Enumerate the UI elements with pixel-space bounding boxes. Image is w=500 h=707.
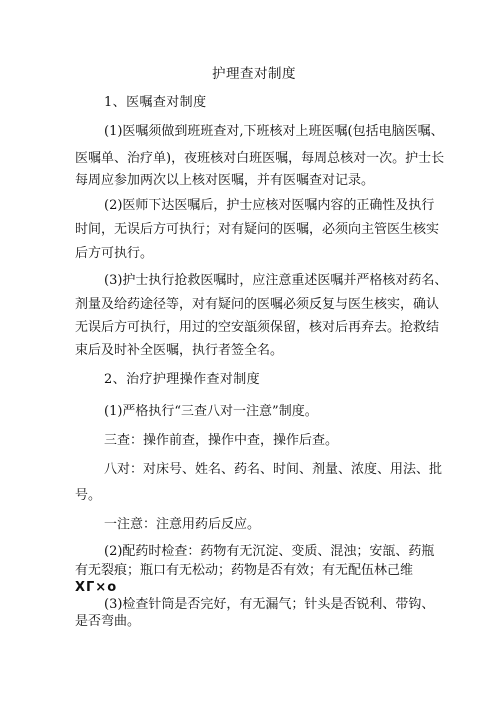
section-1-paragraph-2-line-1: (2)医师下达医嘱后，护士应核对医嘱内容的正确性及执行: [104, 198, 435, 213]
section-2-paragraph-3-line-2: 是否弯曲。: [75, 614, 141, 629]
section-1-paragraph-3-line-4: 束后及时补全医嘱，执行者签全名。: [75, 343, 284, 358]
eight-verifications-line-2: 号。: [75, 488, 102, 503]
section-1-paragraph-1-line-3: 每周应参加两次以上核对医嘱，并有医嘱查对记录。: [75, 173, 375, 188]
section-1-paragraph-2-line-2: 时间，无误后方可执行；对有疑问的医嘱，必须向主管医生核实: [75, 222, 440, 237]
section-1-paragraph-3-line-1: (3)护士执行抢救医嘱时，应注意重述医嘱并严格核对药名、: [104, 273, 448, 288]
section-2-paragraph-2-line-2: 有无裂痕；瓶口有无松动；药物是否有效；有无配伍林己维: [75, 563, 414, 578]
section-1-paragraph-3-line-3: 无误后方可执行，用过的空安瓿须保留，核对后再弃去。抢救结: [75, 320, 440, 335]
section-2-heading: 2、治疗护理操作查对制度: [104, 372, 261, 387]
eight-verifications-line-1: 八对：对床号、姓名、药名、时间、剂量、浓度、用法、批: [104, 462, 443, 477]
garbled-text-line: ΧΓ×o: [75, 580, 118, 595]
section-1-paragraph-1-line-1: (1)医嘱须做到班班查对,下班核对上班医嘱(包括电脑医嘱、: [104, 124, 444, 139]
section-1-paragraph-1-line-2: 医嘱单、治疗单)，夜班核对白班医嘱，每周总核对一次。护士长: [75, 151, 445, 166]
section-1-paragraph-3-line-2: 剂量及给药途径等，对有疑问的医嘱必须反复与医生核实，确认: [75, 297, 440, 312]
section-2-paragraph-1: (1)严格执行“三查八对一注意”制度。: [104, 404, 318, 419]
document-title: 护理查对制度: [212, 66, 296, 82]
one-attention-line: 一注意：注意用药后反应。: [104, 517, 261, 532]
section-2-paragraph-2-line-1: (2)配药时检查：药物有无沉淀、变质、混浊；安瓿、药瓶: [104, 544, 435, 559]
section-1-paragraph-2-line-3: 后方可执行。: [75, 246, 154, 261]
section-2-paragraph-3-line-1: (3)检查针筒是否完好，有无漏气；针头是否锐利、带钩、: [104, 597, 435, 612]
three-checks-line: 三查：操作前查，操作中查，操作后查。: [104, 433, 339, 448]
section-1-heading: 1、医嘱查对制度: [104, 95, 207, 110]
